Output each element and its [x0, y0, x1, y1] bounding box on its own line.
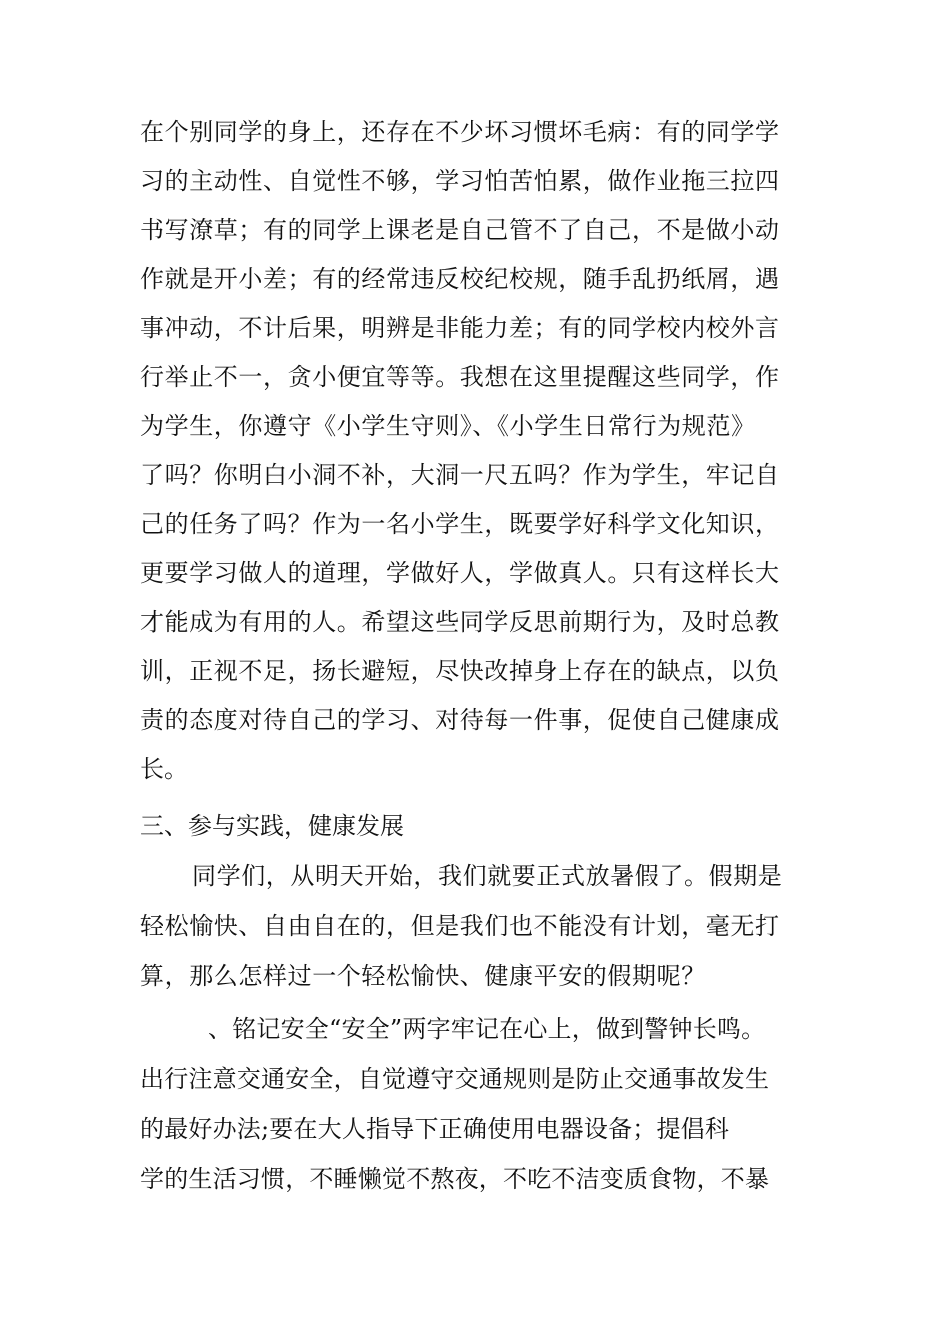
body-text-line: 为学生，你遵守《小学生守则》、《小学生日常行为规范》	[140, 412, 756, 440]
paragraph-line: 出行注意交通安全，自觉遵守交通规则是防止交通事故发生	[140, 1065, 770, 1093]
paragraph-line: 同学们，从明天开始，我们就要正式放暑假了。假期是	[192, 862, 783, 890]
body-text-line: 才能成为有用的人。希望这些同学反思前期行为，及时总教	[140, 608, 780, 636]
paragraph-line: 算，那么怎样过一个轻松愉快、健康平安的假期呢？	[140, 962, 706, 990]
body-text-line: 作就是开小差；有的经常违反校纪校规，随手乱扔纸屑，遇	[140, 265, 780, 293]
body-text-line: 在个别同学的身上，还存在不少坏习惯坏毛病：有的同学学	[140, 118, 780, 146]
body-text-line: 责的态度对待自己的学习、对待每一件事，促使自己健康成	[140, 706, 780, 734]
paragraph-line: 、铭记安全“安全”两字牢记在心上，做到警钟长鸣。	[208, 1015, 766, 1043]
body-text-line: 己的任务了吗？作为一名小学生，既要学好科学文化知识，	[140, 510, 780, 538]
body-text-line: 了吗？你明白小洞不补，大洞一尺五吗？作为学生，牢记自	[140, 461, 780, 489]
section-heading: 三、参与实践，健康发展	[140, 812, 404, 840]
paragraph-line: 学的生活习惯，不睡懒觉不熬夜，不吃不洁变质食物，不暴	[140, 1165, 770, 1193]
body-text-line: 训，正视不足，扬长避短，尽快改掉身上存在的缺点，以负	[140, 657, 780, 685]
paragraph-line: 轻松愉快、自由自在的，但是我们也不能没有计划，毫无打	[140, 912, 780, 940]
body-text-line: 书写潦草；有的同学上课老是自己管不了自己，不是做小动	[140, 216, 780, 244]
body-text-line: 长。	[140, 755, 188, 783]
body-text-line: 事冲动，不计后果，明辨是非能力差；有的同学校内校外言	[140, 314, 780, 342]
body-text-line: 习的主动性、自觉性不够，学习怕苦怕累，做作业拖三拉四	[140, 167, 780, 195]
body-text-line: 行举止不一，贪小便宜等等。我想在这里提醒这些同学，作	[140, 363, 780, 391]
paragraph-line: 的最好办法;要在大人指导下正确使用电器设备；提倡科	[140, 1115, 730, 1143]
body-text-line: 更要学习做人的道理，学做好人，学做真人。只有这样长大	[140, 559, 780, 587]
